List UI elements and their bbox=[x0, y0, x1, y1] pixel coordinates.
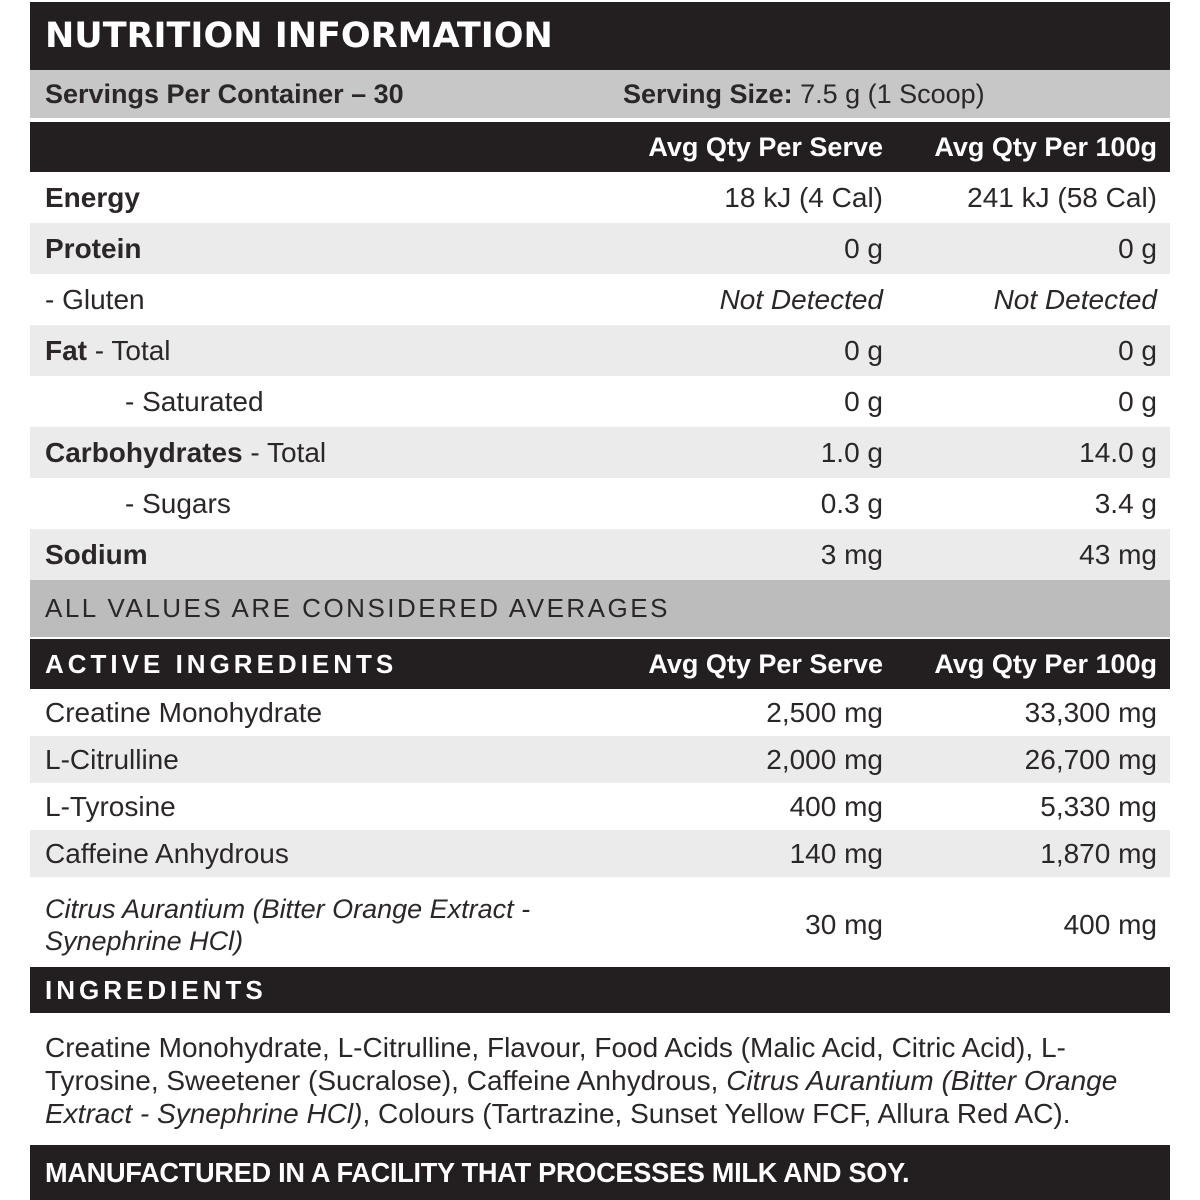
table-row-protein bbox=[30, 223, 1170, 274]
value-per-serve: 2,500 mg bbox=[766, 696, 883, 728]
value-per-100g: 3.4 g bbox=[1094, 487, 1157, 519]
row-label bbox=[45, 335, 633, 367]
row-label-bold: Energy bbox=[45, 181, 140, 213]
table-row-saturated bbox=[30, 376, 1170, 427]
title-bar bbox=[30, 2, 1170, 70]
row-label bbox=[45, 437, 633, 469]
table-row-citrulline bbox=[30, 736, 1170, 783]
nutrition-label bbox=[30, 2, 1170, 1200]
active-ingredients-header-bar bbox=[30, 639, 1170, 689]
row-label bbox=[45, 182, 633, 214]
allergen-notice-bar bbox=[30, 1145, 1170, 1200]
active-ingredients-title: ACTIVE INGREDIENTS bbox=[45, 648, 398, 679]
value-per-100g: 1,870 mg bbox=[1040, 837, 1157, 869]
value-per-100g: 5,330 mg bbox=[1040, 790, 1157, 822]
value-per-100g: 241 kJ (58 Cal) bbox=[967, 181, 1157, 213]
column-header-bar bbox=[30, 122, 1170, 172]
table-row-sugars bbox=[30, 478, 1170, 529]
page-title: NUTRITION INFORMATION bbox=[45, 16, 553, 56]
value-per-serve: 0 g bbox=[844, 232, 883, 264]
row-label: L-Citrulline bbox=[45, 743, 179, 775]
row-label: L-Tyrosine bbox=[45, 790, 176, 822]
value-per-serve: 0 g bbox=[844, 334, 883, 366]
table-row-tyrosine bbox=[30, 783, 1170, 830]
column-header-per-100g: Avg Qty Per 100g bbox=[934, 648, 1157, 679]
value-per-100g: 43 mg bbox=[1079, 538, 1157, 570]
table-row-energy bbox=[30, 172, 1170, 223]
value-per-serve: 18 kJ (4 Cal) bbox=[724, 181, 883, 213]
servings-per-container: Servings Per Container – 30 bbox=[45, 78, 404, 109]
row-label-rest: - Total bbox=[87, 334, 171, 366]
value-per-100g: 14.0 g bbox=[1079, 436, 1157, 468]
serving-size-value: 7.5 g (1 Scoop) bbox=[792, 78, 985, 109]
value-per-serve: 140 mg bbox=[789, 837, 883, 869]
row-label-bold: Fat bbox=[45, 334, 87, 366]
value-per-100g: Not Detected bbox=[993, 283, 1157, 315]
value-per-serve: 1.0 g bbox=[820, 436, 883, 468]
row-label: Creatine Monohydrate bbox=[45, 696, 323, 728]
servings-bar bbox=[30, 70, 1170, 118]
value-per-100g: 0 g bbox=[1118, 232, 1157, 264]
row-label bbox=[45, 284, 633, 316]
serving-size bbox=[623, 79, 1170, 110]
row-label-bold: Protein bbox=[45, 232, 142, 264]
value-per-serve: 400 mg bbox=[789, 790, 883, 822]
table-row-carbohydrates bbox=[30, 427, 1170, 478]
value-per-100g: 26,700 mg bbox=[1024, 743, 1157, 775]
column-header-per-serve: Avg Qty Per Serve bbox=[648, 131, 883, 162]
column-header-per-serve: Avg Qty Per Serve bbox=[648, 648, 883, 679]
value-per-serve: Not Detected bbox=[719, 283, 883, 315]
value-per-100g: 33,300 mg bbox=[1024, 696, 1157, 728]
value-per-serve: 0.3 g bbox=[820, 487, 883, 519]
value-per-serve: 30 mg bbox=[805, 909, 883, 940]
ingredients-header-bar bbox=[30, 967, 1170, 1013]
ingredients-list bbox=[30, 1013, 1170, 1145]
row-label bbox=[45, 386, 633, 418]
table-row-creatine bbox=[30, 689, 1170, 736]
column-header-per-100g: Avg Qty Per 100g bbox=[934, 131, 1157, 162]
value-per-100g: 0 g bbox=[1118, 334, 1157, 366]
row-label-rest: - Sugars bbox=[125, 487, 231, 519]
table-row-citrus-aurantium bbox=[30, 888, 1170, 962]
row-label bbox=[45, 233, 633, 265]
ingredients-part2: , Colours (Tartrazine, Sunset Yellow FCF, Allura Red AC). bbox=[362, 1098, 1071, 1129]
row-label-bold: Carbohydrates bbox=[45, 436, 243, 468]
averages-note: ALL VALUES ARE CONSIDERED AVERAGES bbox=[45, 593, 670, 623]
serving-size-label: Serving Size: bbox=[623, 78, 793, 109]
ingredients-italic-part: Citrus Aurantium (Bitter Orange Extract - Synephrine HCl) bbox=[45, 1065, 1118, 1129]
table-row-fat-total bbox=[30, 325, 1170, 376]
ingredients-title: INGREDIENTS bbox=[45, 974, 267, 1005]
row-label bbox=[45, 488, 633, 520]
row-label-rest: - Gluten bbox=[45, 283, 145, 315]
value-per-serve: 2,000 mg bbox=[766, 743, 883, 775]
allergen-notice: MANUFACTURED IN A FACILITY THAT PROCESSES MILK AND SOY. bbox=[45, 1156, 910, 1188]
value-per-serve: 0 g bbox=[844, 385, 883, 417]
table-row-sodium bbox=[30, 529, 1170, 580]
ingredients-part1: Creatine Monohydrate, L-Citrulline, Flavour, Food Acids (Malic Acid, Citric Acid), L-Tyrosine, Sweetener (Sucralose), Caffeine Anhydrous, bbox=[45, 1032, 1066, 1096]
table-row-caffeine bbox=[30, 830, 1170, 877]
value-per-100g: 0 g bbox=[1118, 385, 1157, 417]
row-label bbox=[45, 539, 633, 571]
value-per-100g: 400 mg bbox=[1063, 909, 1157, 940]
averages-note-bar bbox=[30, 580, 1170, 637]
row-label-rest: - Saturated bbox=[125, 385, 264, 417]
table-row-gluten bbox=[30, 274, 1170, 325]
row-label: Caffeine Anhydrous bbox=[45, 837, 289, 869]
row-label-rest: - Total bbox=[242, 436, 327, 468]
spacer bbox=[30, 877, 1170, 888]
value-per-serve: 3 mg bbox=[820, 538, 883, 570]
row-label: Citrus Aurantium (Bitter Orange Extract - Synephrine HCl) bbox=[45, 894, 531, 956]
row-label-bold: Sodium bbox=[45, 538, 148, 570]
